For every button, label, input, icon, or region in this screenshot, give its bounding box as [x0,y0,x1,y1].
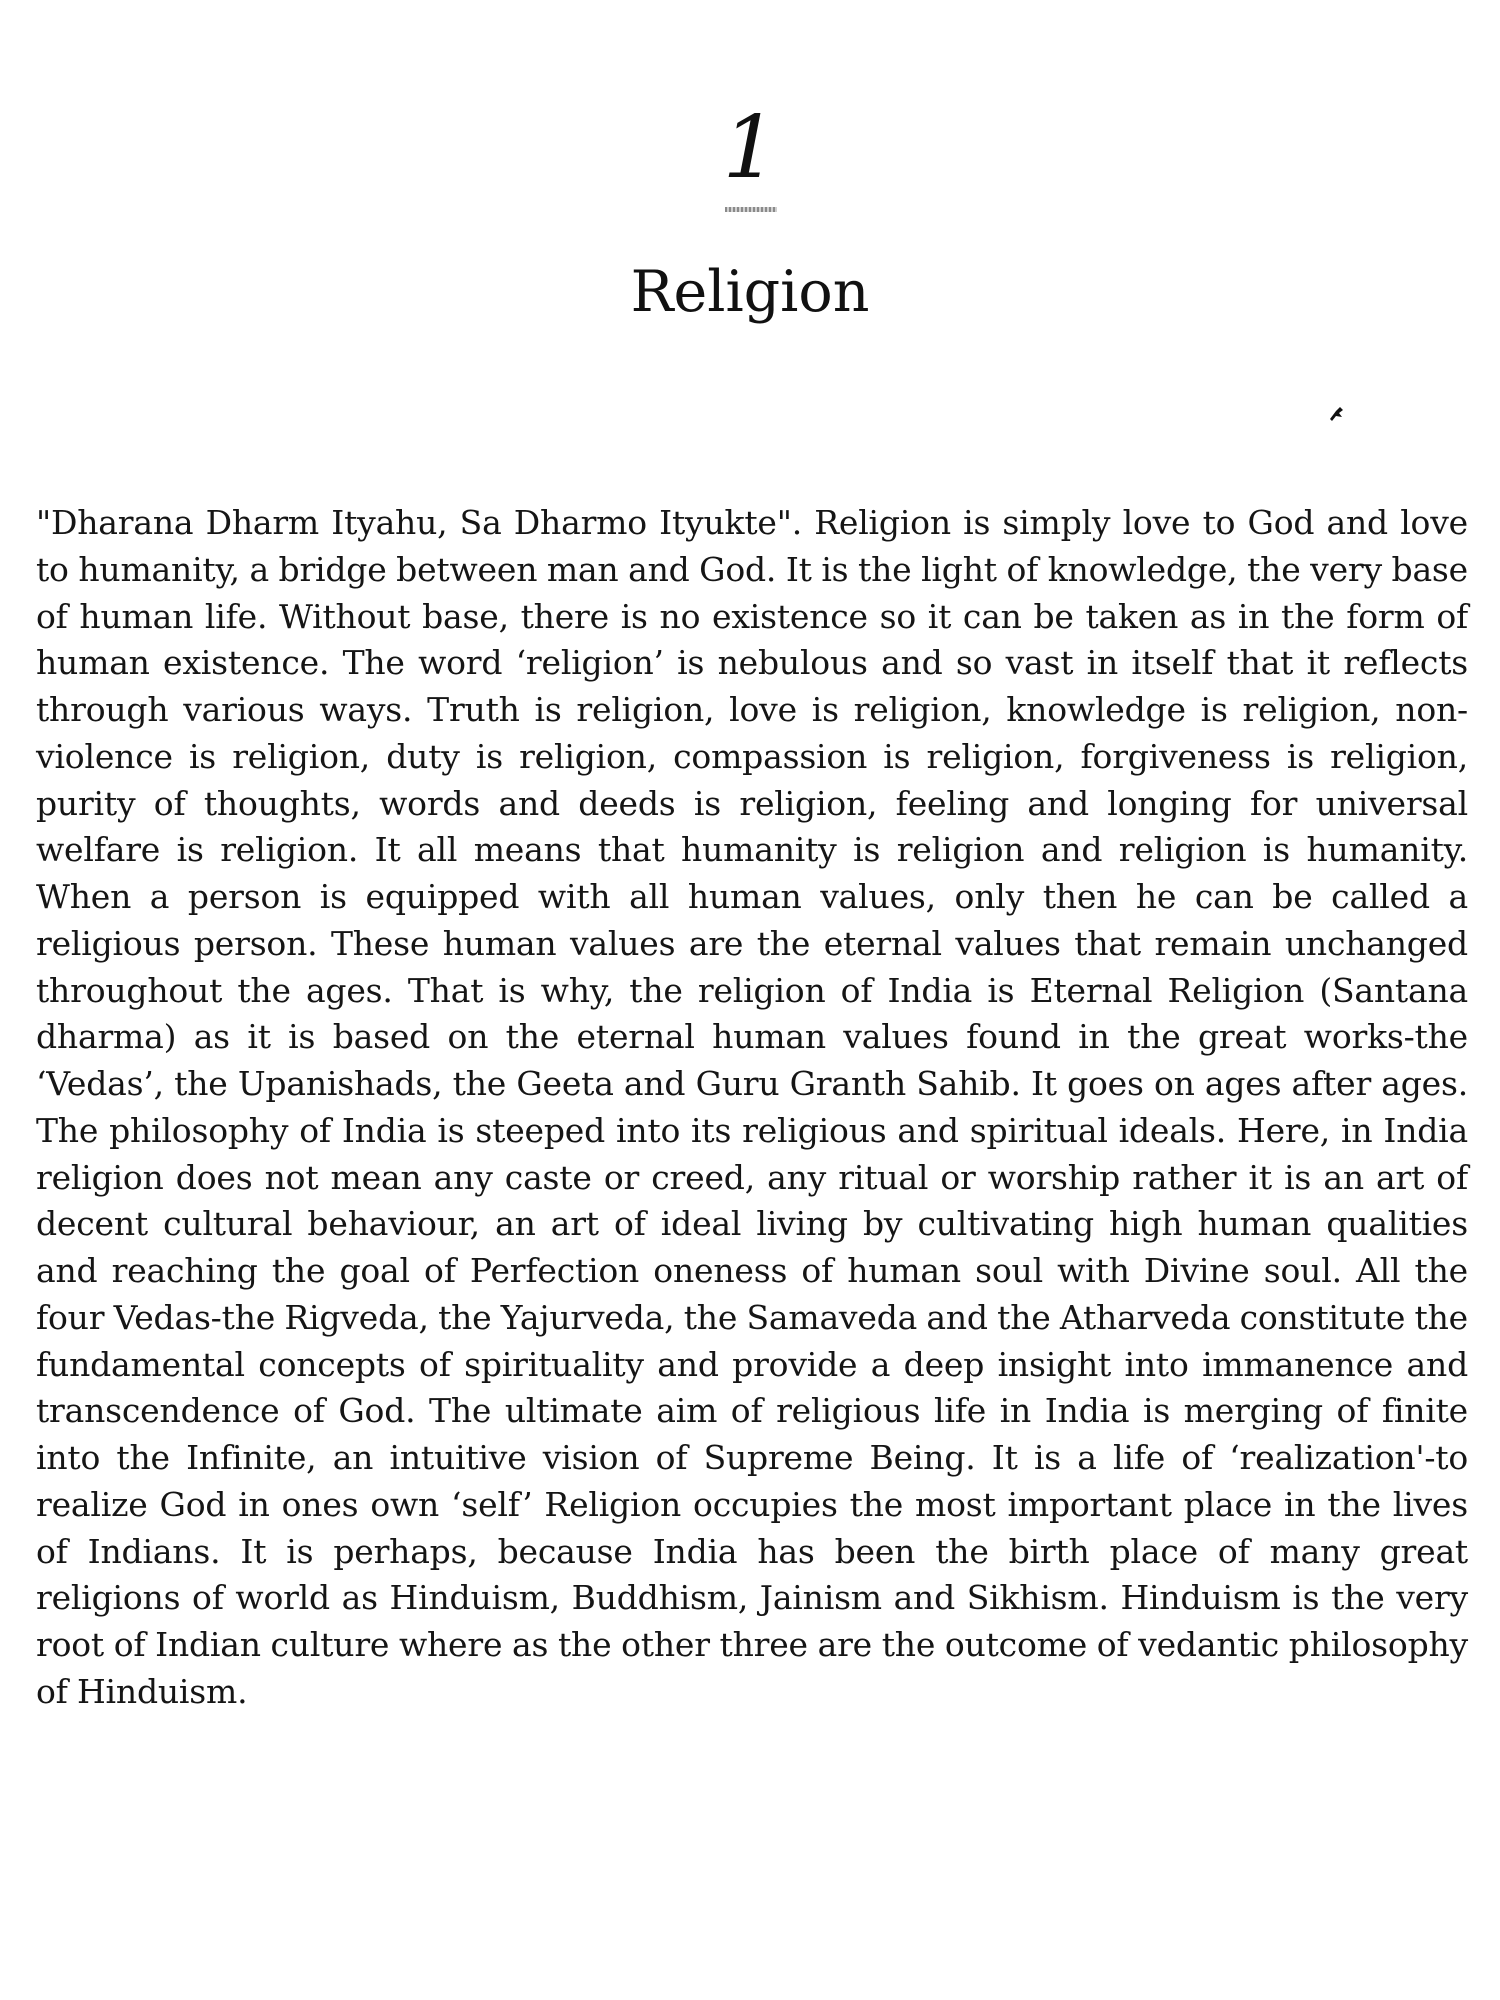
chapter-title: Religion [630,259,870,325]
body-paragraph: "Dharana Dharm Ityahu, Sa Dharmo Ityukte". Religion is simply love to God and love to humanity, a bridge between man and God. It is the light of knowledge, the very base of human life. Without base, there is no existence so it can be taken as in the form of human existence. The word ‘religion’ is nebulous and so vast in itself that it reflects through various ways. Truth is religion, love is religion, knowledge is religion, non-violence is religion, duty is religion, compassion is religion, forgiveness is religion, purity of thoughts, words and deeds is religion, feeling and longing for universal welfare is religion. It all means that humanity is religion and religion is humanity. When a person is equipped with all human values, only then he can be called a religious person. These human values are the eternal values that remain unchanged throughout the ages. That is why, the religion of India is Eternal Religion (Santana dharma) as it is based on the eternal human values found in the great works-the ‘Vedas’, the Upanishads, the Geeta and Guru Granth Sahib. It goes on ages after ages. The philosophy of India is steeped into its religious and spiritual ideals. Here, in India religion does not mean any caste or creed, any ritual or worship rather it is an art of decent cultural behaviour, an art of ideal living by cultivating high human qualities and reaching the goal of Perfection oneness of human soul with Divine soul. All the four Vedas-the Rigveda, the Yajurveda, the Samaveda and the Atharveda constitute the fundamental concepts of spirituality and provide a deep insight into immanence and transcendence of God. The ultimate aim of religious life in India is merging of finite into the Infinite, an intuitive vision of Supreme Being. It is a life of ‘realization'-to realize God in ones own ‘self’ Religion occupies the most important place in the lives of Indians. It is perhaps, because India has been the birth place of many great religions of world as Hinduism, Buddhism, Jainism and Sikhism. Hinduism is the very root of Indian culture where as the other three are the outcome of vedantic philosophy of Hinduism. [36,503,1468,1711]
chapter-divider [725,207,777,212]
chapter-number: 1 [722,98,778,198]
ink-speck-mark [1327,405,1347,423]
